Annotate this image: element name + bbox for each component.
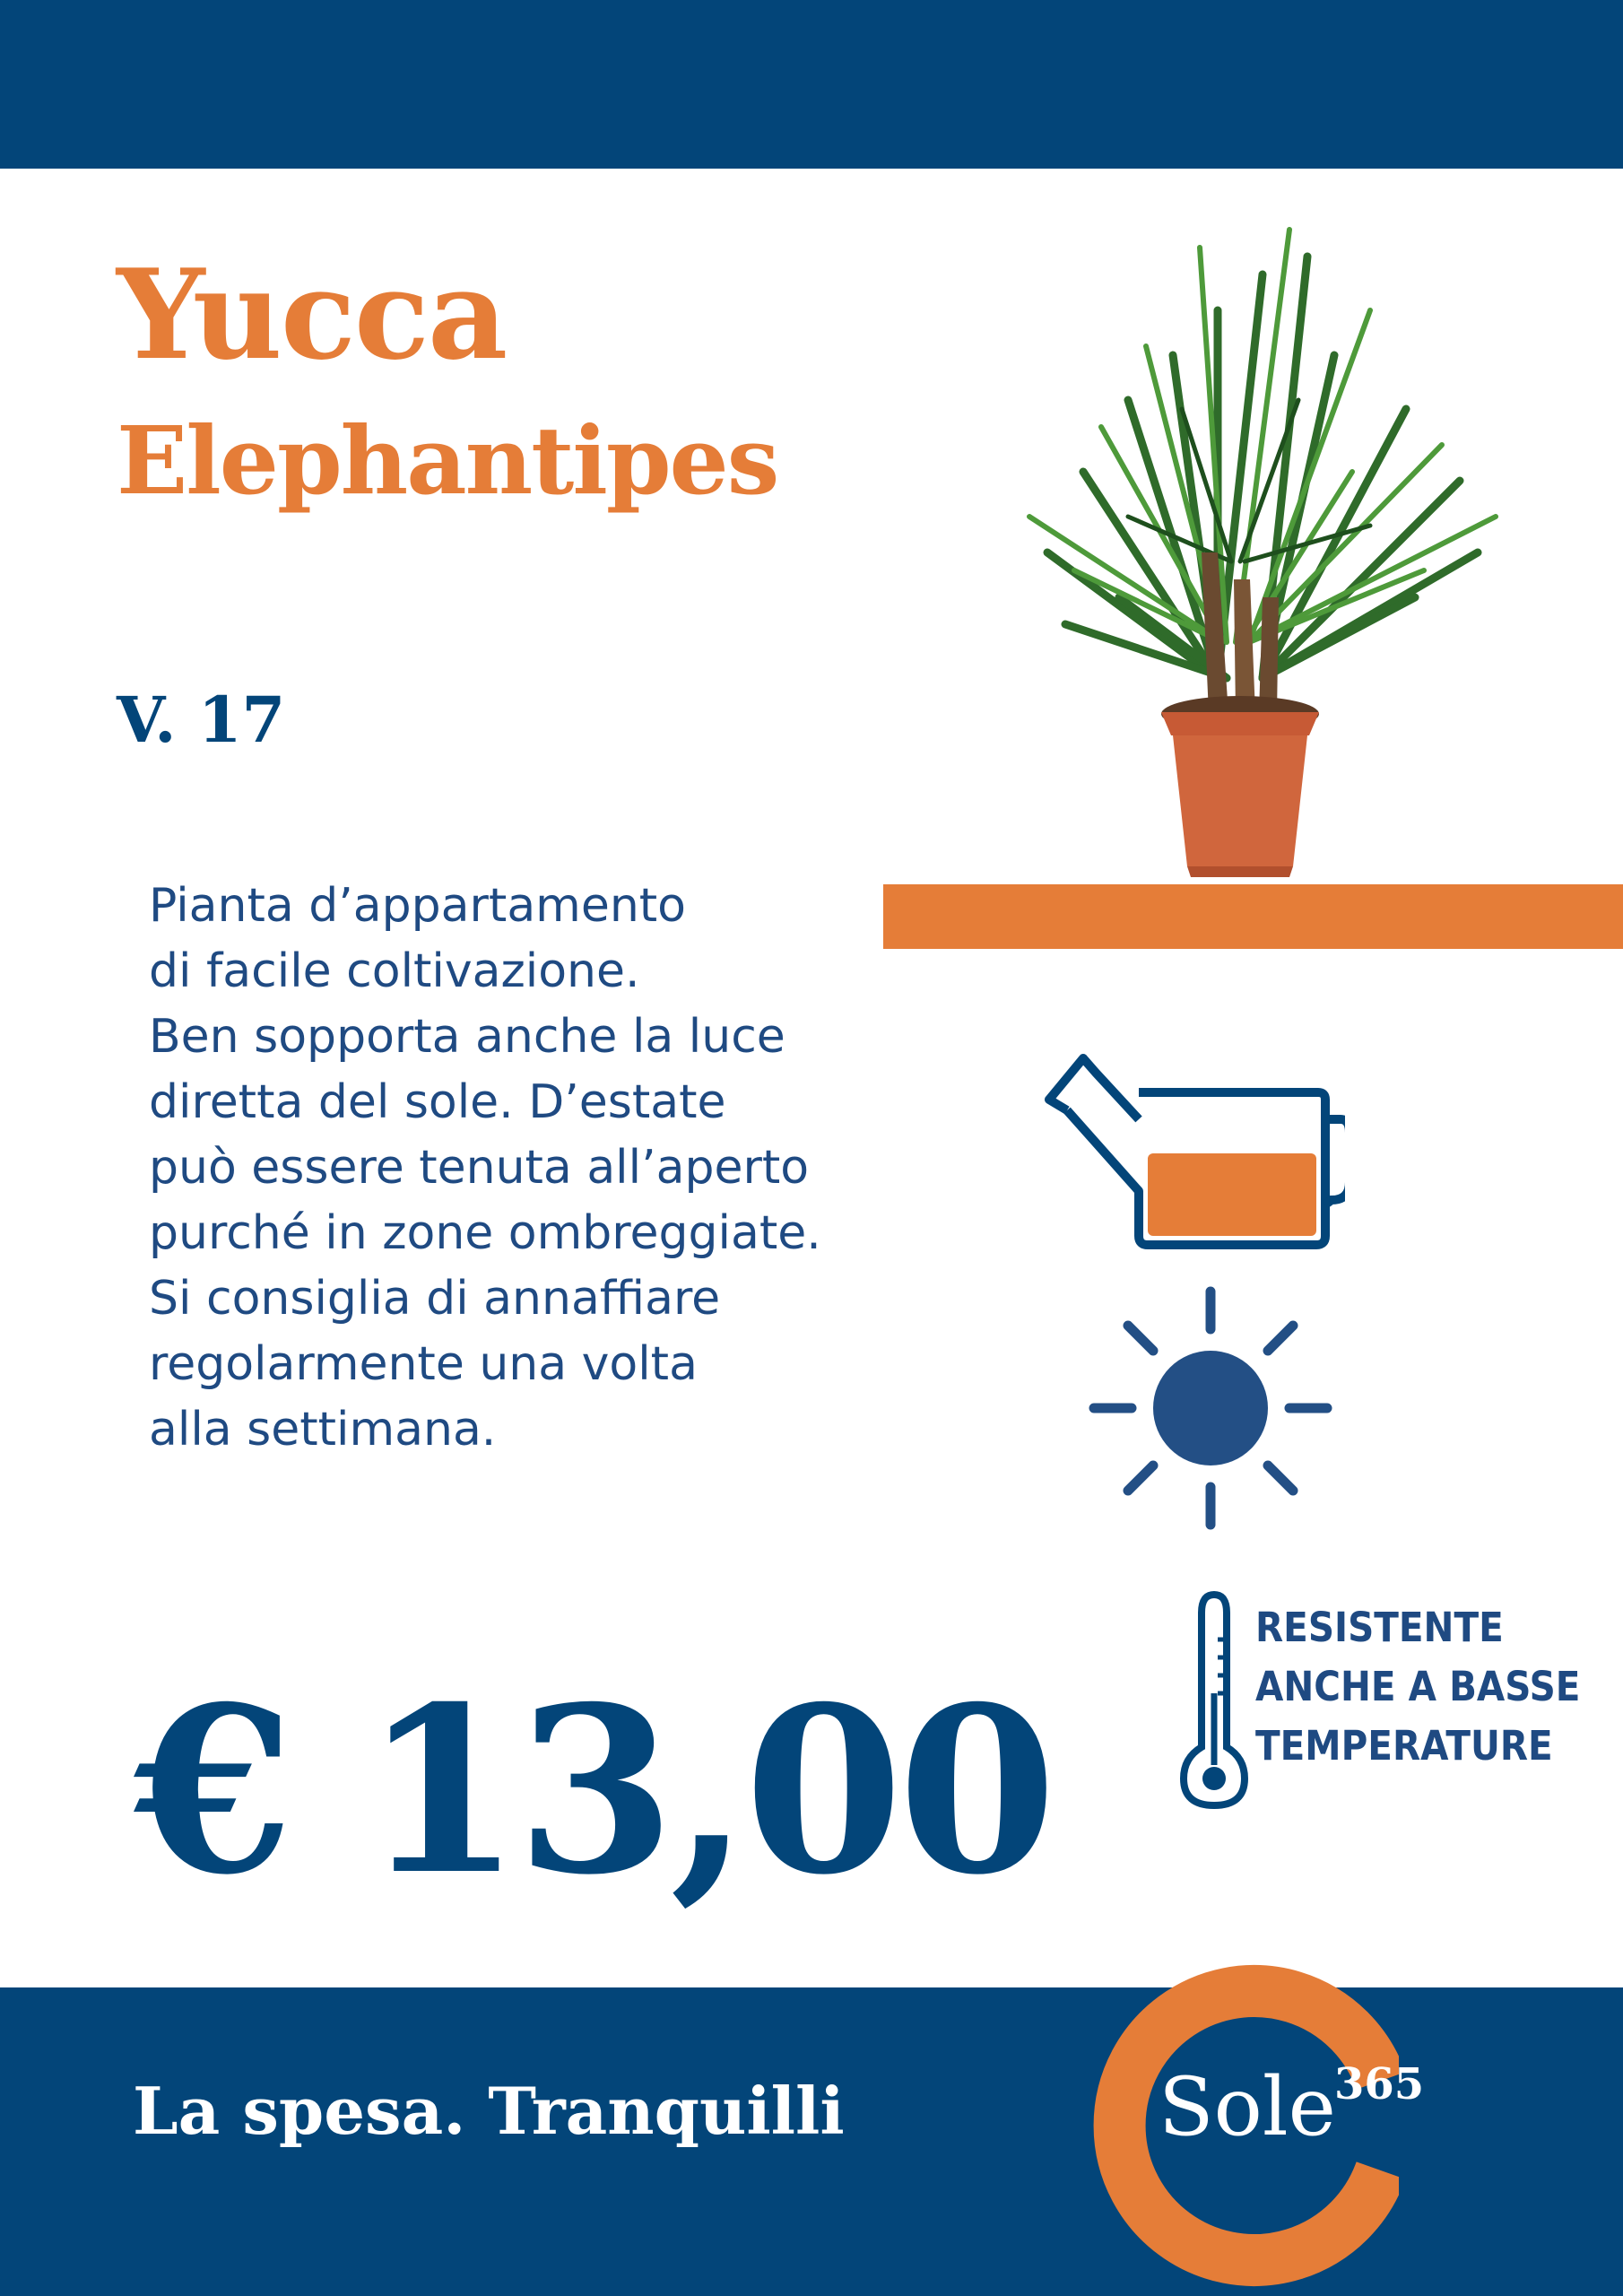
top-header-band [0, 0, 1623, 169]
yucca-plant-image [994, 176, 1505, 884]
description-line: può essere tenuta all’aperto [149, 1141, 810, 1195]
orange-accent-bar [883, 884, 1623, 949]
description-line: Ben sopporta anche la luce [149, 1010, 785, 1064]
description-line: regolarmente una volta [149, 1337, 698, 1391]
description-line: alla settimana. [149, 1403, 497, 1457]
product-title-line-2: Elephantipes [117, 405, 778, 516]
temperature-note-line: RESISTENTE [1255, 1604, 1504, 1651]
logo-word: Sole [1159, 2060, 1336, 2154]
logo-superscript: 365 [1334, 2059, 1425, 2109]
description-line: purché in zone ombreggiate. [149, 1206, 821, 1260]
temperature-note-line: ANCHE A BASSE [1255, 1663, 1581, 1710]
temperature-resistance-note [1255, 1598, 1617, 1776]
product-description [149, 874, 857, 1463]
description-line: Pianta d’appartamento [149, 879, 686, 933]
product-title-line-1: Yucca [117, 241, 507, 387]
temperature-note-line: TEMPERATURE [1255, 1722, 1553, 1770]
thermometer-icon [1173, 1586, 1255, 1819]
watering-can-icon [1040, 1048, 1345, 1254]
slogan: La spesa. Tranquilli [133, 2073, 845, 2149]
plant-trunks [1202, 552, 1279, 714]
sun-icon [1085, 1283, 1336, 1534]
description-line: Si consiglia di annaffiare [149, 1272, 721, 1326]
description-line: diretta del sole. D’estate [149, 1075, 726, 1129]
plant-pot [1161, 696, 1319, 877]
price-label: € 13,00 [135, 1657, 1052, 1926]
description-line: di facile coltivazione. [149, 944, 640, 998]
variant-code: V. 17 [117, 683, 286, 757]
